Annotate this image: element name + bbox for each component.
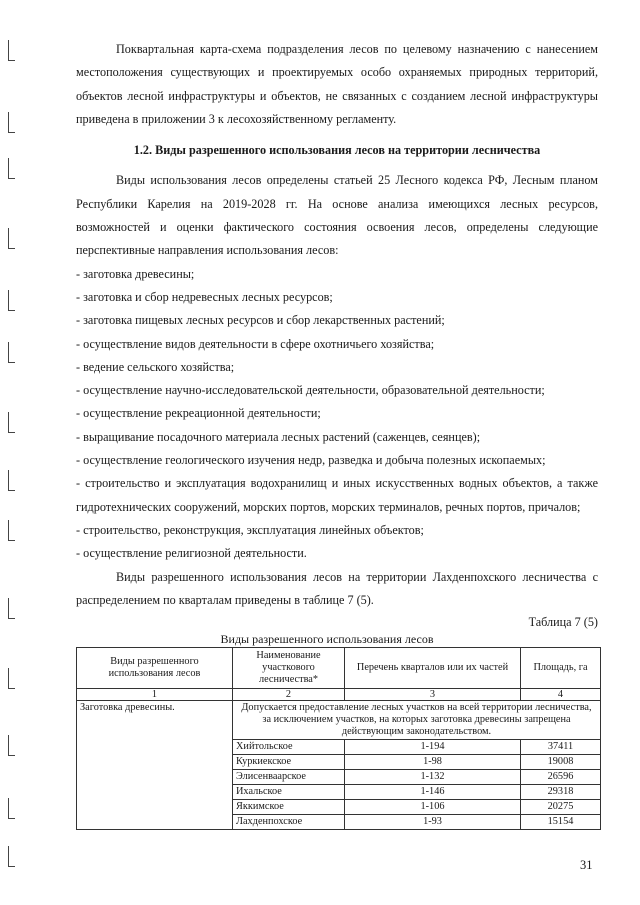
- use-types-table: [76, 647, 601, 830]
- forestry-name: Лахденпохское: [233, 815, 345, 830]
- quarters: 1-146: [345, 785, 521, 800]
- area: 19008: [521, 755, 601, 770]
- list-item: - заготовка пищевых лесных ресурсов и сбор лекарственных растений;: [76, 313, 445, 328]
- list-item: - осуществление религиозной деятельности.: [76, 546, 307, 561]
- table-label: Таблица 7 (5): [528, 615, 598, 630]
- binding-mark: [8, 342, 15, 363]
- column-number: 2: [233, 689, 345, 701]
- forestry-name: Ихальское: [233, 785, 345, 800]
- quarters: 1-106: [345, 800, 521, 815]
- area: 29318: [521, 785, 601, 800]
- area: 20275: [521, 800, 601, 815]
- binding-mark: [8, 598, 15, 619]
- binding-mark: [8, 40, 15, 61]
- binding-mark: [8, 112, 15, 133]
- area: 26596: [521, 770, 601, 785]
- column-number: 3: [345, 689, 521, 701]
- intro-paragraph: Поквартальная карта-схема подразделения лесов по целевому назначению с нанесением местоположения существующих и проектируемых особо охраняемых природных территорий, объектов лесной инфраструктуры и объектов, не связанных с созданием лесной инфраструктуры приведена в приложении 3 к лесохозяйственному регламенту.: [76, 42, 598, 126]
- list-item: - осуществление научно-исследовательской деятельности, образовательной деятельности;: [76, 383, 545, 398]
- quarters: 1-132: [345, 770, 521, 785]
- forestry-name: Куркиекское: [233, 755, 345, 770]
- binding-mark: [8, 735, 15, 756]
- binding-mark: [8, 846, 15, 867]
- table-title: Виды разрешенного использования лесов: [220, 632, 434, 647]
- list-item: - осуществление геологического изучения недр, разведка и добыча полезных ископаемых;: [76, 453, 546, 468]
- column-header: Наименование участкового лесничества*: [233, 648, 345, 689]
- column-header: Перечень кварталов или их частей: [345, 648, 521, 689]
- page-content: [76, 38, 598, 830]
- forestry-name: Яккимское: [233, 800, 345, 815]
- list-item: - осуществление рекреационной деятельности;: [76, 406, 321, 421]
- list-item: - заготовка древесины;: [76, 266, 195, 281]
- binding-mark: [8, 290, 15, 311]
- list-item: - выращивание посадочного материала лесных растений (саженцев, сеянцев);: [76, 429, 481, 444]
- binding-mark: [8, 412, 15, 433]
- table-header-row: [77, 648, 601, 689]
- column-header: Виды разрешенного использования лесов: [77, 648, 233, 689]
- column-number: 4: [521, 689, 601, 701]
- forestry-name: Хийтольское: [233, 740, 345, 755]
- column-header: Площадь, га: [521, 648, 601, 689]
- section-heading: 1.2. Виды разрешенного использования лесов на территории лесничества: [133, 143, 541, 158]
- area: 15154: [521, 815, 601, 830]
- list-item: - строительство и эксплуатация водохранилищ и иных искусственных водных объектов, а также гидротехнических сооружений, морских портов, морских терминалов, речных портов, причалов;: [76, 476, 598, 514]
- area: 37411: [521, 740, 601, 755]
- binding-mark: [8, 798, 15, 819]
- quarters: 1-194: [345, 740, 521, 755]
- binding-mark: [8, 228, 15, 249]
- closing-paragraph: Виды разрешенного использования лесов на территории Лахденпохского лесничества с распределением по кварталам приведены в таблице 7 (5).: [76, 569, 598, 607]
- binding-mark: [8, 520, 15, 541]
- page-number: 31: [580, 858, 593, 872]
- table-row: [77, 701, 601, 740]
- forestry-name: Элисенваарское: [233, 770, 345, 785]
- use-types-list: [76, 263, 598, 566]
- column-number: 1: [77, 689, 233, 701]
- column-number-row: [77, 689, 601, 701]
- binding-mark: [8, 470, 15, 491]
- quarters: 1-98: [345, 755, 521, 770]
- binding-mark: [8, 158, 15, 179]
- use-type-cell: Заготовка древесины.: [77, 701, 233, 830]
- list-item: - строительство, реконструкция, эксплуатация линейных объектов;: [76, 522, 424, 537]
- list-item: - осуществление видов деятельности в сфере охотничьего хозяйства;: [76, 336, 435, 351]
- list-item: - заготовка и сбор недревесных лесных ресурсов;: [76, 289, 333, 304]
- section-paragraph: Виды использования лесов определены статьей 25 Лесного кодекса РФ, Лесным планом Республики Карелия на 2019-2028 гг. На основе анализа имеющихся лесных ресурсов, возможностей и оценки фактического состояния освоения лесов, определены следующие перспективные направления использования лесов:: [76, 173, 598, 258]
- list-item: - ведение сельского хозяйства;: [76, 359, 235, 374]
- note-cell: Допускается предоставление лесных участков на всей территории лесничества, за исключением участков, на которых заготовка древесины запрещена действующим законодательством.: [233, 701, 601, 740]
- quarters: 1-93: [345, 815, 521, 830]
- binding-mark: [8, 668, 15, 689]
